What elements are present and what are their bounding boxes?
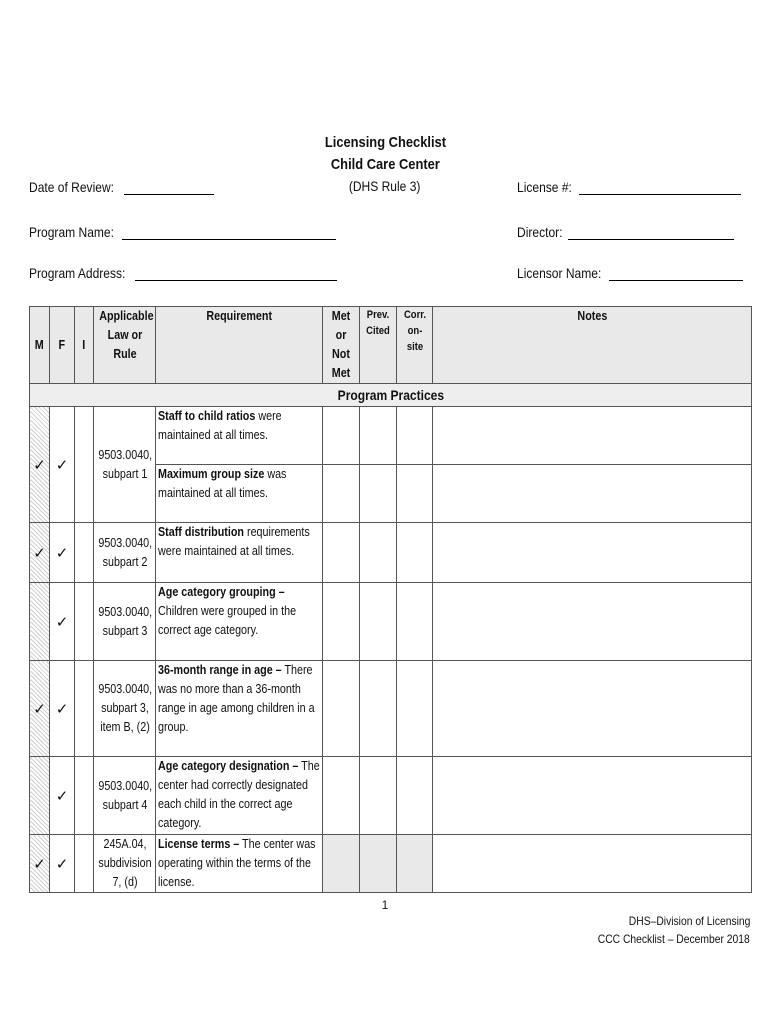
i-cell[interactable]	[75, 661, 94, 757]
col-header-law: Applicable Law or Rule	[94, 307, 156, 384]
corr-onsite-cell[interactable]	[397, 465, 433, 523]
met-cell[interactable]	[323, 523, 360, 583]
col-header-m: M	[30, 307, 50, 384]
col-header-requirement: Requirement	[156, 307, 323, 384]
licensor-name-label: Licensor Name:	[517, 265, 602, 281]
date-of-review-field[interactable]	[29, 179, 214, 195]
title-line-3: (DHS Rule 3)	[349, 178, 421, 194]
section-program-practices: Program Practices	[30, 384, 752, 407]
corr-onsite-cell[interactable]	[397, 407, 433, 465]
m-check: ✓	[30, 661, 50, 757]
notes-cell[interactable]	[433, 661, 752, 757]
f-check: ✓	[50, 661, 75, 757]
table-row	[30, 583, 752, 661]
licensor-name-field[interactable]	[517, 265, 743, 281]
licensing-checklist-table	[29, 306, 752, 893]
prev-cited-cell[interactable]	[360, 757, 397, 835]
table-row	[30, 835, 752, 893]
col-header-corr: Corr. on-site	[397, 307, 433, 384]
requirement-cell: Age category designation – The center had correctly designated each child in the correct age category.	[156, 757, 323, 835]
requirement-cell: 36-month range in age – There was no more than a 36-month range in age among children in a group.	[156, 661, 323, 757]
met-cell[interactable]	[323, 465, 360, 523]
footer-division: DHS–Division of Licensing	[628, 914, 750, 928]
header-row	[30, 307, 752, 384]
f-check: ✓	[50, 835, 75, 893]
f-check: ✓	[50, 407, 75, 523]
prev-cited-cell[interactable]	[360, 835, 397, 893]
f-check: ✓	[50, 757, 75, 835]
table-row	[30, 407, 752, 465]
col-header-i: I	[75, 307, 94, 384]
corr-onsite-cell[interactable]	[397, 757, 433, 835]
corr-onsite-cell[interactable]	[397, 583, 433, 661]
requirement-cell: Staff to child ratios were maintained at all times.	[156, 407, 323, 465]
m-cell[interactable]	[30, 757, 50, 835]
footer-checklist-date: CCC Checklist – December 2018	[597, 932, 750, 946]
corr-onsite-cell[interactable]	[397, 835, 433, 893]
m-check: ✓	[30, 407, 50, 523]
f-check: ✓	[50, 523, 75, 583]
col-header-notes: Notes	[433, 307, 752, 384]
corr-onsite-cell[interactable]	[397, 661, 433, 757]
date-of-review-label: Date of Review:	[29, 179, 114, 195]
page-number: 1	[381, 898, 389, 912]
table-row	[30, 661, 752, 757]
col-header-prev: Prev. Cited	[360, 307, 397, 384]
met-cell[interactable]	[323, 757, 360, 835]
table-row	[30, 523, 752, 583]
col-header-met: Met or Not Met	[323, 307, 360, 384]
i-cell[interactable]	[75, 523, 94, 583]
rule-cell: 9503.0040, subpart 3	[94, 583, 156, 661]
program-address-label: Program Address:	[29, 265, 126, 281]
col-header-f: F	[50, 307, 75, 384]
notes-cell[interactable]	[433, 523, 752, 583]
notes-cell[interactable]	[433, 757, 752, 835]
prev-cited-cell[interactable]	[360, 583, 397, 661]
i-cell[interactable]	[75, 407, 94, 523]
met-cell[interactable]	[323, 583, 360, 661]
met-cell[interactable]	[323, 407, 360, 465]
i-cell[interactable]	[75, 583, 94, 661]
requirement-cell: Maximum group size was maintained at all times.	[156, 465, 323, 523]
notes-cell[interactable]	[433, 465, 752, 523]
program-address-field[interactable]	[29, 265, 337, 281]
i-cell[interactable]	[75, 835, 94, 893]
i-cell[interactable]	[75, 757, 94, 835]
m-cell[interactable]	[30, 583, 50, 661]
rule-cell: 9503.0040, subpart 4	[94, 757, 156, 835]
met-cell[interactable]	[323, 661, 360, 757]
prev-cited-cell[interactable]	[360, 523, 397, 583]
table-row	[30, 757, 752, 835]
director-label: Director:	[517, 224, 563, 240]
rule-cell: 9503.0040, subpart 2	[94, 523, 156, 583]
rule-cell: 245A.04, subdivision 7, (d)	[94, 835, 156, 893]
title-line-1: Licensing Checklist	[324, 134, 446, 151]
director-field[interactable]	[517, 224, 734, 240]
f-check: ✓	[50, 583, 75, 661]
program-name-field[interactable]	[29, 224, 336, 240]
notes-cell[interactable]	[433, 407, 752, 465]
license-number-field[interactable]	[517, 179, 741, 195]
prev-cited-cell[interactable]	[360, 661, 397, 757]
section-row	[30, 384, 752, 407]
title-line-2: Child Care Center	[330, 156, 440, 173]
rule-cell: 9503.0040, subpart 3, item B, (2)	[94, 661, 156, 757]
requirement-cell: Age category grouping – Children were grouped in the correct age category.	[156, 583, 323, 661]
notes-cell[interactable]	[433, 583, 752, 661]
prev-cited-cell[interactable]	[360, 407, 397, 465]
m-check: ✓	[30, 835, 50, 893]
prev-cited-cell[interactable]	[360, 465, 397, 523]
notes-cell[interactable]	[433, 835, 752, 893]
rule-cell: 9503.0040, subpart 1	[94, 407, 156, 523]
program-name-label: Program Name:	[29, 224, 114, 240]
met-cell[interactable]	[323, 835, 360, 893]
requirement-cell: License terms – The center was operating within the terms of the license.	[156, 835, 323, 893]
m-check: ✓	[30, 523, 50, 583]
corr-onsite-cell[interactable]	[397, 523, 433, 583]
license-number-label: License #:	[517, 179, 572, 195]
requirement-cell: Staff distribution requirements were maintained at all times.	[156, 523, 323, 583]
